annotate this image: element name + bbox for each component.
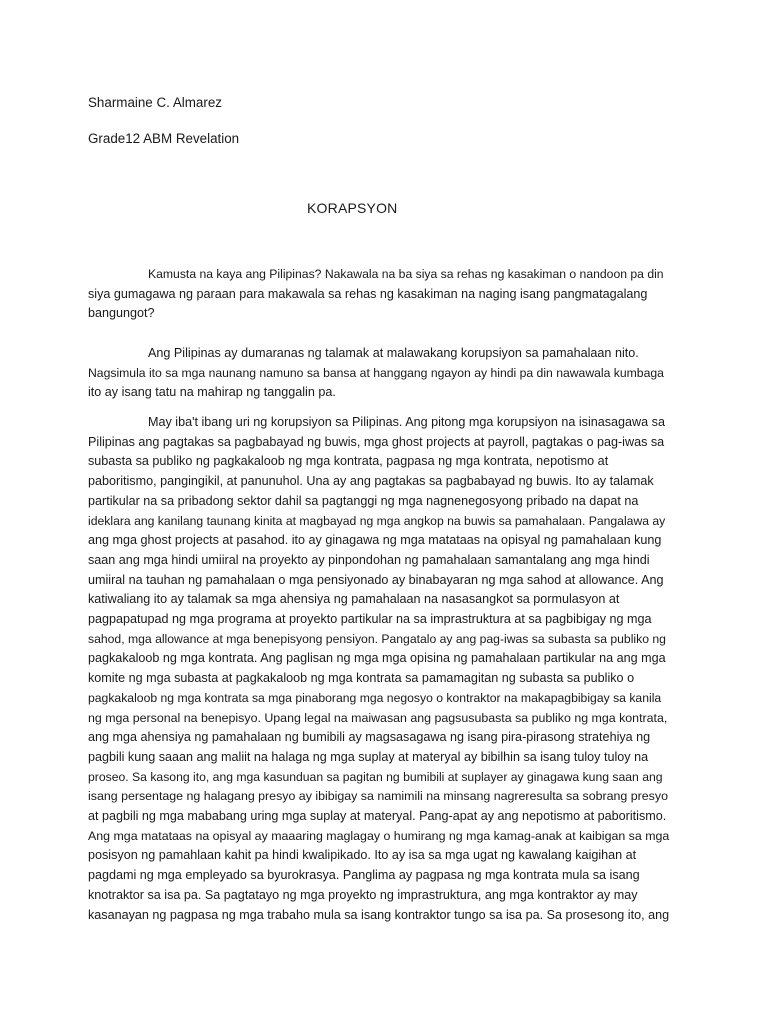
paragraph-line: Pilipinas ang pagtakas sa pagbabayad ng buwis, mga ghost projects at payroll, pagtakas o pag-iwas sa [88, 434, 665, 449]
paragraph-line: ang mga ahensiya ng pamahalaan ng bumibili ay magsasagawa ng isang pira-pirasong stratehiya ng [88, 730, 651, 745]
paragraph-line: Ang mga matataas na opisyal ay maaaring maglagay o humirang ng mga kamag-anak at kaibigan sa mga [88, 828, 670, 843]
paragraph-line: kasanayan ng pagpasa ng mga trabaho mula sa isang kontraktor tungo sa isa pa. Sa prosesong ito, ang [88, 907, 670, 922]
paragraph-line: May iba't ibang uri ng korupsiyon sa Pilipinas. Ang pitong mga korupsiyon na isinasagawa sa [148, 415, 665, 429]
paragraph-line: subasta sa publiko ng pagkakaloob ng mga kontrata, pagpasa ng mga kontrata, nepotismo at [88, 454, 609, 469]
paragraph-line: isang persentage ng halagang presyo ay ibibigay sa namimili na minsang nagreresulta sa sobrang presyo [88, 789, 668, 804]
paragraph-line: bangungot? [88, 306, 155, 321]
paragraph-line: ito ay isang tatu na mahirap ng tanggalin pa. [88, 385, 336, 400]
paragraph-line: ideklara ang kanilang taunang kinita at magbayad ng mga angkop na buwis sa pamahalaan. Pangalawa ay [88, 513, 666, 528]
author-name: Sharmaine C. Almarez [88, 95, 222, 110]
paragraph-line: umiiral na tauhan ng pamahalaan o mga pensiyonado ay binabayaran ng mga sahod at allowance. Ang [88, 572, 664, 587]
paragraph-line: pagkakaloob ng mga kontrata. Ang paglisan ng mga mga opisina ng pamahalaan partikular na ang mga [88, 651, 666, 666]
paragraph-line: knotraktor sa isa pa. Sa pagtatayo ng mga proyekto ng imprastruktura, ang mga kontraktor ay may [88, 887, 638, 902]
paragraph-line: ng mga personal na benepisyo. Upang legal na maiwasan ang pagsusubasta sa publiko ng mga kontrata, [88, 710, 668, 725]
paragraph-line: paboritismo, pangingikil, at panunuhol. Una ay ang pagtakas sa pagbabayad ng buwis. Ito ay talamak [88, 474, 654, 489]
paragraph-line: posisyon ng pamahlaan kahit pa hindi kwalipikado. Ito ay isa sa mga ugat ng kawalang kaigihan at [88, 848, 637, 863]
paragraph-line: pagkakaloob ng mga kontrata sa mga pinaborang mga negosyo o kontraktor na makapagbibigay sa kanila [88, 690, 662, 705]
paragraph-line: sahod, mga allowance at mga benepisyong pensiyon. Pangatalo ay ang pag-iwas sa subasta sa publiko ng [88, 631, 666, 646]
paragraph-line: partikular na sa pribadong sektor dahil sa pagtanggi ng mga nagnenegosyong pribado na dapat na [88, 493, 639, 508]
paragraph-line: komite ng mga subasta at pagkakaloob ng mga kontrata sa pamamagitan ng subasta sa publiko o [88, 671, 635, 686]
paragraph-line: Kamusta na kaya ang Pilipinas? Nakawala na ba siya sa rehas ng kasakiman o nandoon pa din [148, 267, 664, 281]
paragraph-line: Ang Pilipinas ay dumaranas ng talamak at malawakang korupsiyon sa pamahalaan nito. [148, 346, 639, 360]
paragraph-line: katiwaliang ito ay talamak sa mga ahensiya ng pamahalaan na nasasangkot sa pormulasyon at [88, 592, 620, 607]
paragraph-history [88, 344, 670, 403]
paragraph-line: pagdami ng mga empleyado sa byurokrasya. Panglima ay pagpasa ng mga kontrata mula sa isang [88, 868, 640, 883]
paragraph-types [88, 413, 670, 925]
paragraph-line: ang mga ghost projects at pasahod. ito ay ginagawa ng mga matataas na opisyal ng pamahalaan kung [88, 533, 662, 548]
paragraph-line: pagpapatupad ng mga programa at proyekto partikular na sa imprastruktura at sa pagbibigay ng mga [88, 612, 652, 627]
paragraph-line: siya gumagawa ng paraan para makawala sa rehas ng kasakiman na naging isang pangmatagalang [88, 286, 648, 301]
document-title: KORAPSYON [307, 200, 398, 216]
paragraph-intro [88, 265, 670, 324]
grade-section: Grade12 ABM Revelation [88, 131, 240, 146]
paragraph-line: pagbili kung saaan ang maliit na halaga ng mga suplay at materyal ay bibilhin sa isang tuloy tuloy na [88, 749, 649, 764]
paragraph-line: at pagbili ng mga mababang uring mga suplay at materyal. Pang-apat ay ang nepotismo at paboritismo. [88, 809, 667, 824]
paragraph-line: proseo. Sa kasong ito, ang mga kasunduan sa pagitan ng bumibili at suplayer ay ginagawa kung saan ang [88, 769, 663, 784]
paragraph-line: saan ang mga hindi umiiral na proyekto ay pinpondohan ng pamahalaan samantalang ang mga hindi [88, 552, 650, 567]
paragraph-line: Nagsimula ito sa mga naunang namuno sa bansa at hanggang ngayon ay hindi pa din nawawala kumbaga [88, 365, 664, 380]
